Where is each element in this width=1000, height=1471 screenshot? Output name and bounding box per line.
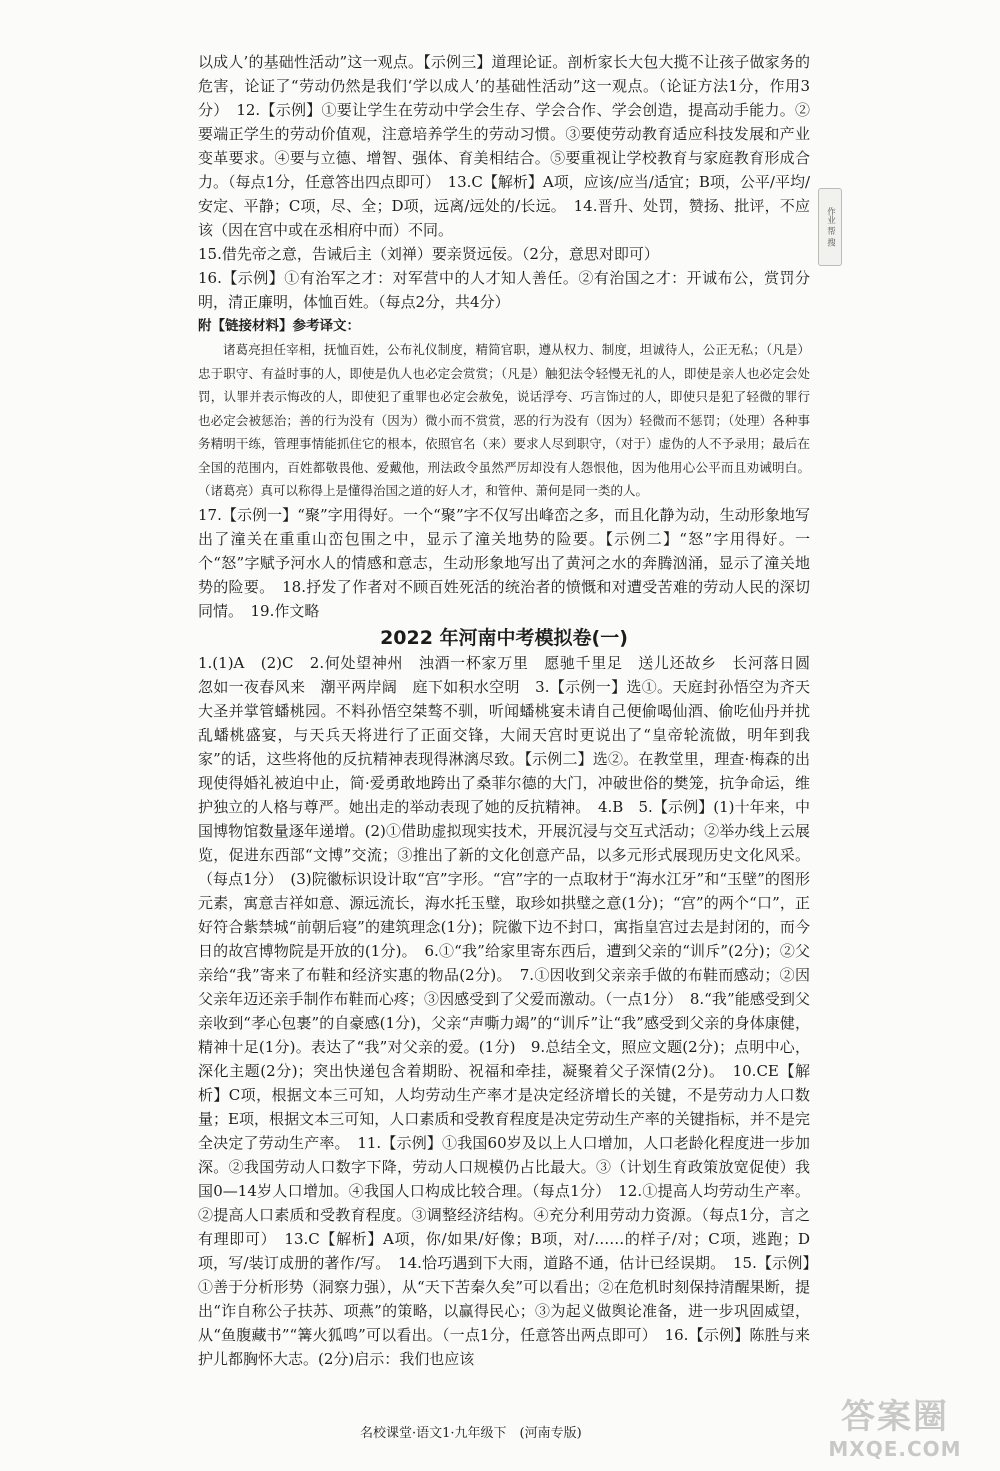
answer-paragraph-5: 1.(1)A (2)C 2.何处望神州 浊酒一杯家万里 愿驰千里足 送儿还故乡 长河落日圆 忽如一夜春风来 潮平两岸阔 庭下如积水空明 3.【示例一】选①。天庭封孙悟空为齐天大圣并掌管蟠桃园。不料孙悟空桀骜不驯，听闻蟠桃宴未请自己便偷喝仙酒、偷吃仙丹并扰乱蟠桃盛宴，与天兵天将进行了正面交锋，大闹天宫时更说出了“皇帝轮流做，明年到我家”的话，这些将他的反抗精神表现得淋漓尽致。【示例二】选②。在教堂里，理查·梅森的出现使得婚礼被迫中止，简·爱勇敢地跨出了桑菲尔德的大门，冲破世俗的樊笼，抗争命运，维护独立的人格与尊严。她出走的举动表现了她的反抗精神。 4.B 5.【示例】(1)十年来，中国博物馆数量逐年递增。(2)①借助虚拟现实技术，开展沉浸与交互式活动；②举办线上云展览，促进东西部“文博”交流；③推出了新的文化创意产品，以多元形式展现历史文化风采。（每点1分） (3)院徽标识设计取“宫”字形。“宫”字的一点取材于“海水江牙”和“玉壁”的图形元素，寓意吉祥如意、源远流长，海水托玉璧，取珍如拱璧之意(1分)；“宫”的两个“口”，正好符合紫禁城“前朝后寝”的建筑理念(1分)；院徽下边不封口，寓指皇宫过去是封闭的，而今日的故宫博物院是开放的(1分)。 6.①“我”给家里寄东西后，遭到父亲的“训斥”(2分)；②父亲给“我”寄来了布鞋和经济实惠的物品(2分)。 7.①因收到父亲亲手做的布鞋而感动；②因父亲年迈还亲手制作布鞋而心疼；③因感受到了父爱而激动。（一点1分） 8.“我”能感受到父亲收到“孝心包裹”的自豪感(1分)，父亲“声嘶力竭”的“训斥”让“我”感受到父亲的身体康健，精神十足(1分)。表达了“我”对父亲的爱。(1分) 9.总结全文，照应文题(2分)；点明中心，深化主题(2分)；突出快递包含着期盼、祝福和牵挂，凝聚着父子深情(2分)。 10.CE【解析】C项，根据文本三可知，人均劳动生产率才是决定经济增长的关键，不是劳动力人口数量；E项，根据文本三可知，人口素质和受教育程度是决定劳动生产率的关键指标，并不是完全决定了劳动生产率。 11.【示例】①我国60岁及以上人口增加，人口老龄化程度进一步加深。②我国劳动人口数字下降，劳动人口规模仍占比最大。③（计划生育政策放宽促使）我国0—14岁人口增加。④我国人口构成比较合理。（每点1分） 12.①提高人均劳动生产率。②提高人口素质和受教育程度。③调整经济结构。④充分利用劳动力资源。（每点1分，言之有理即可） 13.C【解析】A项，你/如果/好像；B项，对/……的样子/对；C项，逃跑；D项，写/装订成册的著作/写。 14.恰巧遇到下大雨，道路不通，估计已经误期。 15.【示例】①善于分析形势（洞察力强），从“天下苦秦久矣”可以看出；②在危机时刻保持清醒果断，提出“诈自称公子扶苏、项燕”的策略，以赢得民心；③为起义做舆论准备，进一步巩固威望，从“鱼腹藏书”“篝火狐鸣”可以看出。（一点1分，任意答出两点即可） 16.【示例】陈胜与来护儿都胸怀大志。(2分)启示：我们也应该 <box>198 653 826 1368</box>
side-sticker: 作业 帮 搜 <box>818 188 842 266</box>
answer-paragraph-4: 17.【示例一】“聚”字用得好。一个“聚”字不仅写出峰峦之多，而且化静为动，生动形象地写出了潼关在重重山峦包围之中，显示了潼关地势的险要。【示例二】“怒”字用得好。一个“怒”字赋予河水人的情感和意志，生动形象地写出了黄河之水的奔腾汹涌，显示了潼关地势的险要。 18.抒发了作者对不顾百姓死活的统治者的愤慨和对遭受苦难的劳动人民的深切同情。 19.作文略 <box>198 505 810 620</box>
translation-text: 诸葛亮担任宰相，抚恤百姓，公布礼仪制度，精简官职，遵从权力、制度，坦诚待人，公正无私；（凡是）忠于职守、有益时事的人，即使是仇人也必定会赏赏；（凡是）触犯法令轻慢无礼的人，即使是亲人也必定会处罚，认罪并表示悔改的人，即使犯了重罪也必定会赦免，说话浮夸、巧言饰过的人，即使只是犯了轻微的罪行也必定会被惩治；善的行为没有（因为）微小而不赏赏，恶的行为没有（因为）轻微而不惩罚；（处理）各种事务精明干练，管理事情能抓住它的根本，依照官名（来）要求人尽到职守，（对于）虚伪的人不予录用；最后在全国的范围内，百姓都敬畏他、爱戴他，刑法政令虽然严厉却没有人怨恨他，因为他用心公平而且劝诫明白。（诸葛亮）真可以称得上是懂得治国之道的好人才，和管仲、萧何是同一类的人。 <box>198 342 810 498</box>
answer-paragraph-1: 以成人’的基础性活动”这一观点。【示例三】道理论证。剖析家长大包大揽不让孩子做家务的危害，论证了“劳动仍然是我们‘学以成人’的基础性活动”这一观点。（论证方法1分，作用3分） 12.【示例】①要让学生在劳动中学会生存、学会合作、学会创造，提高动手能力。②要端正学生的劳动价值观，注意培养学生的劳动习惯。③要使劳动教育适应科技发展和产业变革要求。④要与立德、增智、强体、育美相结合。⑤要重视让学校教育与家庭教育形成合力。（每点1分，任意答出四点即可） 13.C【解析】A项，应该/应当/适宜；B项，公平/平均/安定、平静；C项，尽、全；D项，远离/远处的/长远。 14.晋升、处罚，赞扬、批评，不应该（因在宫中或在丞相府中而）不同。 <box>198 53 810 239</box>
answer-page <box>198 50 826 1371</box>
answer-paragraph-2: 15.借先帝之意，告诫后主（刘禅）要亲贤远佞。（2分，意思对即可） <box>198 245 659 263</box>
watermark-logo <box>820 1390 970 1468</box>
exam-title: 2022 年河南中考模拟卷(一) <box>380 626 628 649</box>
appendix-heading: 附【链接材料】参考译文： <box>198 318 360 334</box>
page-footer: 名校课堂·语文1·九年级下 (河南专版) <box>360 1426 582 1441</box>
answer-paragraph-3: 16.【示例】①有治军之才：对军营中的人才知人善任。②有治国之才：开诚布公，赏罚分明，清正廉明，体恤百姓。（每点2分，共4分） <box>198 269 810 311</box>
watermark-site-text: MXQE.COM <box>828 1437 962 1461</box>
watermark-main-text: 答案圈 <box>841 1397 949 1437</box>
